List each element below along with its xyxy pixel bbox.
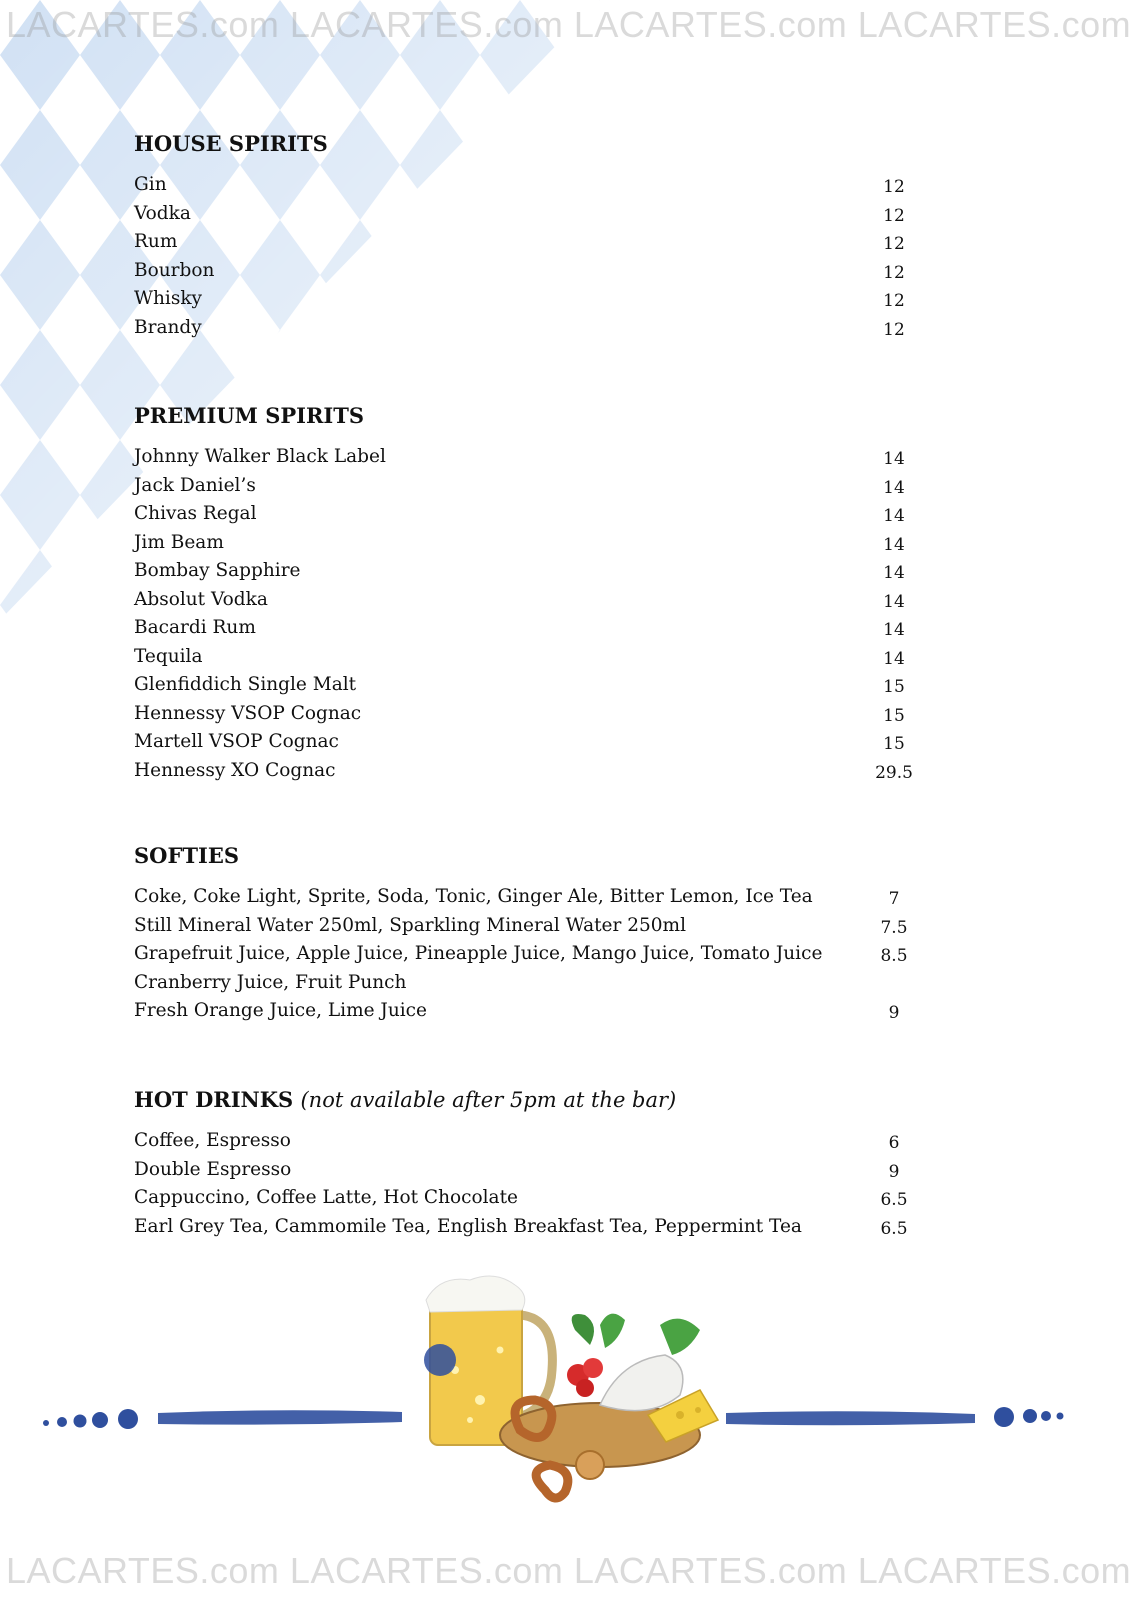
item-name: Cappuccino, Coffee Latte, Hot Chocolate (134, 1187, 518, 1208)
menu-item (134, 200, 924, 229)
section-title: PREMIUM SPIRITS (134, 403, 365, 428)
section-title (134, 1085, 924, 1115)
menu-item (134, 728, 924, 757)
item-name: Jim Beam (134, 531, 224, 553)
item-name: Vodka (134, 202, 191, 224)
brush-stroke-left (158, 1410, 402, 1424)
menu-item (134, 314, 924, 343)
item-price: 6 (888, 1133, 900, 1153)
menu-item (134, 643, 924, 672)
brush-dots-right (994, 1407, 1064, 1427)
item-price: 12 (883, 291, 905, 311)
brush-dots-left (43, 1409, 138, 1429)
item-price: 14 (883, 534, 905, 555)
item-price: 14 (883, 591, 905, 612)
item-price: 14 (883, 648, 905, 669)
item-name: Still Mineral Water 250ml, Sparkling Mineral Water 250ml (134, 914, 686, 936)
item-name: Bombay Sapphire (134, 560, 301, 581)
item-price: 6.5 (880, 1218, 908, 1239)
menu-item (134, 757, 924, 786)
item-name: Bourbon (134, 259, 215, 281)
item-name: Jack Daniel’s (134, 474, 256, 496)
menu-item (134, 940, 924, 969)
item-name: Martell VSOP Cognac (134, 731, 339, 752)
menu-item (134, 883, 924, 912)
menu-item (134, 529, 924, 558)
item-price: 15 (883, 677, 905, 697)
item-name: Earl Grey Tea, Cammomile Tea, English Breakfast Tea, Peppermint Tea (134, 1215, 802, 1237)
item-price: 14 (883, 449, 905, 469)
item-price: 9 (888, 1161, 900, 1182)
menu-item (134, 1184, 924, 1213)
section-premium-spirits (134, 401, 924, 785)
item-price: 14 (883, 506, 905, 526)
menu-item (134, 586, 924, 615)
item-price: 12 (883, 177, 905, 197)
brush-stroke-right (726, 1411, 975, 1425)
item-name: Grapefruit Juice, Apple Juice, Pineapple Juice, Mango Juice, Tomato Juice (134, 943, 823, 964)
menu-item (134, 472, 924, 501)
item-price: 9 (888, 1003, 900, 1023)
section-title: HOUSE SPIRITS (134, 131, 328, 156)
item-price: 7.5 (880, 917, 908, 938)
item-price: 12 (883, 234, 905, 254)
menu-item (134, 912, 924, 941)
item-name: Johnny Walker Black Label (134, 446, 386, 467)
item-name: Hennessy VSOP Cognac (134, 702, 362, 724)
item-name: Brandy (134, 316, 202, 338)
item-name: Whisky (134, 288, 203, 309)
item-name: Gin (134, 174, 167, 195)
item-price: 12 (883, 319, 905, 340)
item-name: Absolut Vodka (134, 588, 268, 610)
item-price: 14 (883, 563, 905, 583)
item-price: 12 (883, 262, 905, 283)
menu-item (134, 228, 924, 257)
item-name: Fresh Orange Juice, Lime Juice (134, 1000, 427, 1021)
beer-and-snacks-illustration (0, 1270, 1131, 1520)
item-name: Coke, Coke Light, Sprite, Soda, Tonic, Ginger Ale, Bitter Lemon, Ice Tea (134, 886, 813, 907)
item-price: 8.5 (880, 946, 908, 966)
section-house-spirits (134, 129, 924, 342)
menu-item (134, 671, 924, 700)
item-name: Tequila (134, 645, 203, 667)
watermark-bottom: LACARTES.com LACARTES.com LACARTES.com LACARTES.com (6, 1550, 1131, 1591)
menu-item (134, 557, 924, 586)
item-name: Bacardi Rum (134, 617, 256, 638)
item-price: 12 (883, 205, 905, 226)
item-price: 7 (888, 889, 900, 909)
item-name: Double Espresso (134, 1158, 292, 1180)
menu-item (134, 700, 924, 729)
section-softies (134, 841, 924, 1026)
item-name: Coffee, Espresso (134, 1130, 291, 1151)
item-name: Chivas Regal (134, 503, 257, 524)
watermark-top: LACARTES.com LACARTES.com LACARTES.com LACARTES.com (6, 4, 1131, 45)
menu-item (134, 997, 924, 1026)
item-name: Cranberry Juice, Fruit Punch (134, 971, 407, 993)
menu-item (134, 443, 924, 472)
item-name: Hennessy XO Cognac (134, 759, 336, 781)
item-name: Rum (134, 231, 178, 252)
section-hot-drinks (134, 1085, 924, 1241)
menu-item (134, 257, 924, 286)
item-price: 6.5 (880, 1190, 908, 1210)
menu-item (134, 285, 924, 314)
menu-item (134, 171, 924, 200)
menu-item (134, 1213, 924, 1242)
section-title: SOFTIES (134, 843, 239, 868)
menu-item (134, 614, 924, 643)
item-price: 15 (883, 734, 905, 754)
item-price: 14 (883, 620, 905, 640)
menu-item (134, 1127, 924, 1156)
item-price: 14 (883, 477, 905, 498)
bread-roll-icon (576, 1451, 604, 1479)
item-price: 15 (883, 705, 905, 726)
menu-item (134, 500, 924, 529)
item-price: 29.5 (875, 762, 913, 783)
item-name: Glenfiddich Single Malt (134, 674, 357, 695)
menu-item (134, 969, 924, 998)
section-note: (not available after 5pm at the bar) (300, 1088, 677, 1112)
menu-item (134, 1156, 924, 1185)
section-title-text: HOT DRINKS (134, 1087, 294, 1112)
